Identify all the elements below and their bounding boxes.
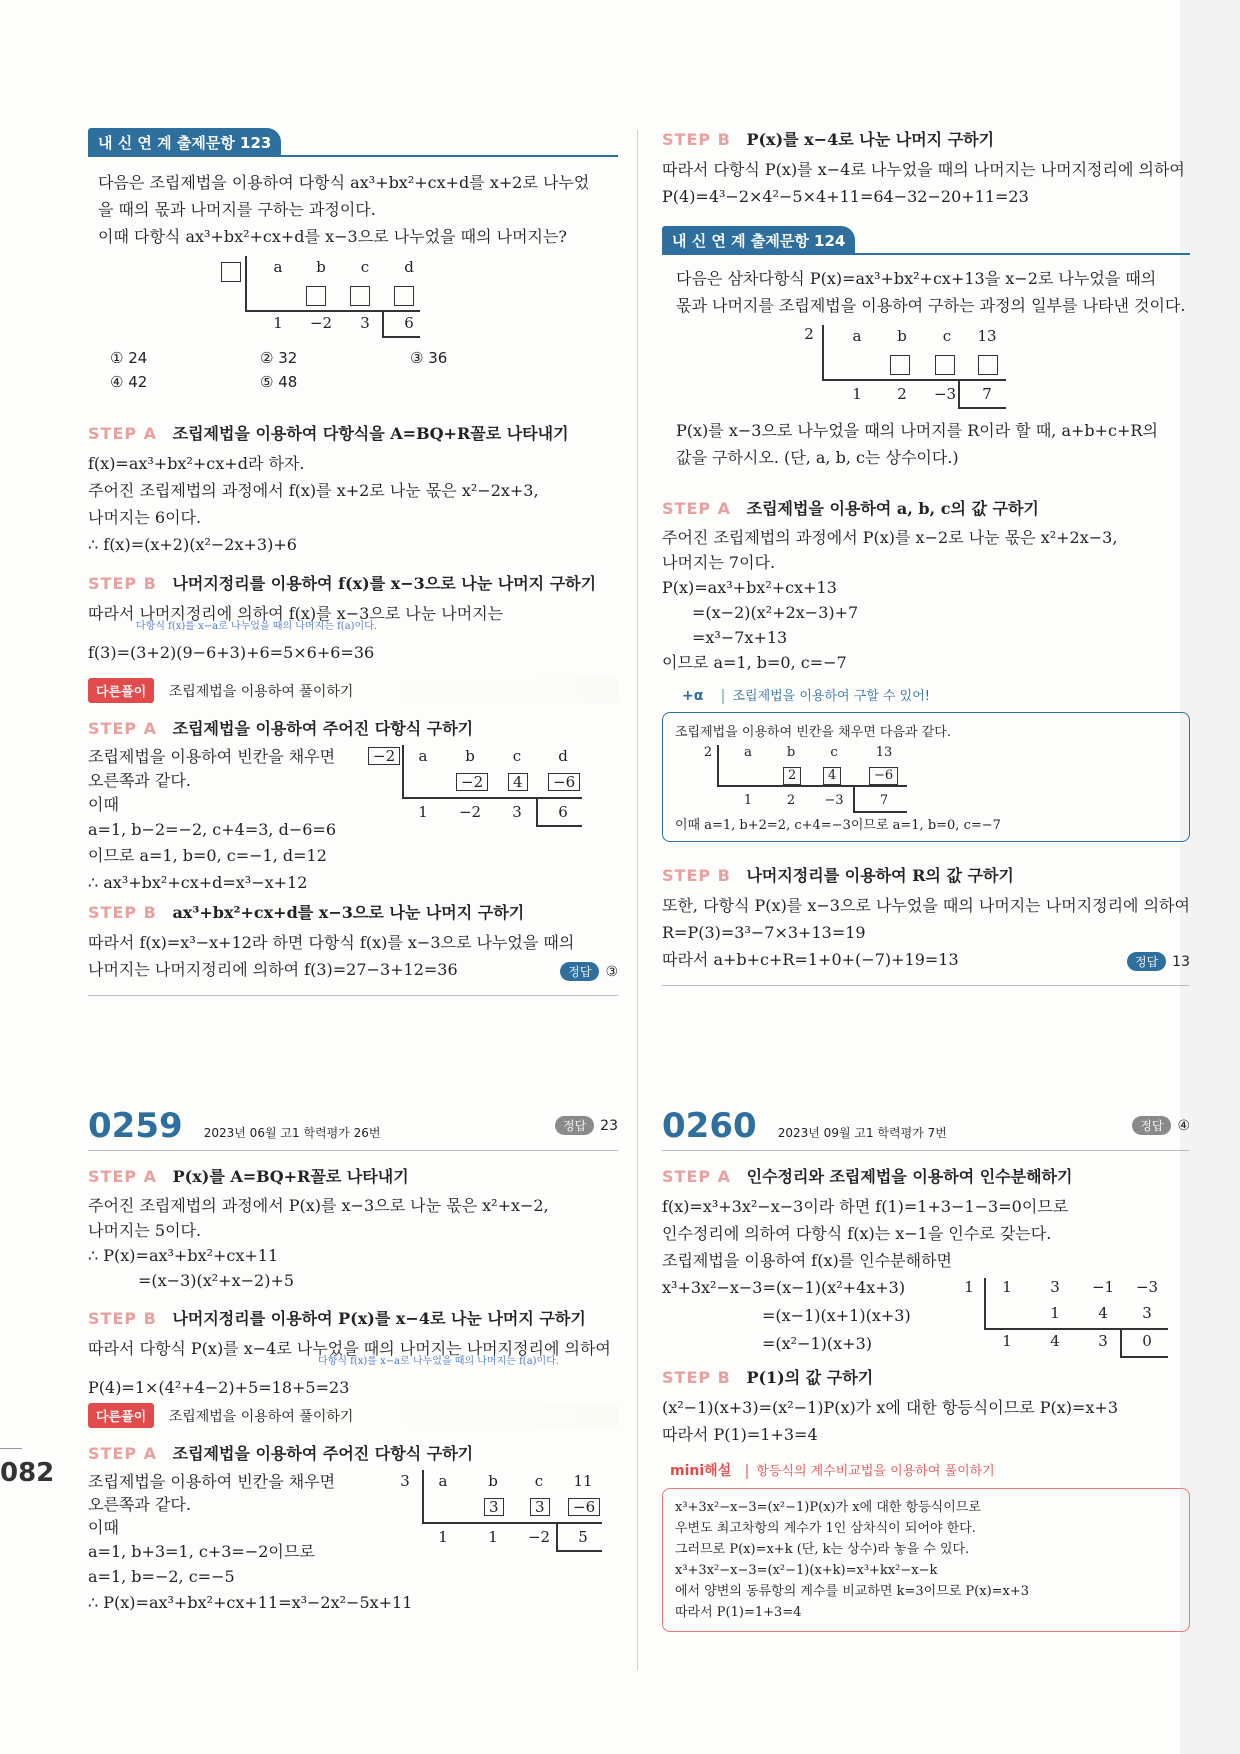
alt-step-a-heading bbox=[88, 1442, 618, 1466]
solution-line: a=1, b+3=1, c+3=−2이므로 bbox=[88, 1542, 315, 1561]
column-divider bbox=[637, 130, 638, 1670]
alt-title: 조립제법을 이용하여 풀이하기 bbox=[168, 1409, 354, 1425]
syn-cell: c bbox=[534, 1472, 544, 1490]
syn-cell: a bbox=[418, 747, 428, 765]
solution-line: =(x−2)(x²+2x−3)+7 bbox=[692, 603, 859, 622]
blank-box bbox=[890, 355, 910, 375]
blank-box bbox=[306, 286, 326, 306]
solution-line: 오른쪽과 같다. bbox=[88, 1495, 191, 1514]
alt-step-a-heading bbox=[88, 717, 618, 741]
solution-line: 따라서 f(x)=x³−x+12라 하면 다항식 f(x)를 x−3으로 나누었을 때의 bbox=[88, 933, 575, 952]
syn-cell: −2 bbox=[456, 773, 488, 791]
syn-cell: d bbox=[404, 258, 414, 276]
solution-line: 따라서 다항식 P(x)를 x−4로 나누었을 때의 나머지는 나머지정리에 의하여 bbox=[88, 1339, 611, 1358]
syn-cell: −2 bbox=[309, 314, 333, 332]
syn-cell: 11 bbox=[573, 1472, 593, 1490]
step-b-heading bbox=[662, 1366, 1190, 1390]
solution-line: P(x)=ax³+bx²+cx+13 bbox=[662, 578, 837, 597]
syn-cell: a bbox=[744, 745, 752, 760]
solution-line: 따라서 나머지정리에 의하여 f(x)를 x−3으로 나눈 나머지는 bbox=[88, 604, 504, 623]
syn-cell: −6 bbox=[548, 773, 580, 791]
mini-line: 에서 양변의 동류항의 계수를 비교하면 k=3이므로 P(x)=x+3 bbox=[675, 1584, 1030, 1599]
solution-line: =(x−3)(x²+x−2)+5 bbox=[138, 1271, 295, 1290]
alt-solution-heading bbox=[88, 1403, 618, 1428]
choice: ② 32 bbox=[260, 349, 298, 367]
page-number: 082 bbox=[0, 1458, 55, 1488]
alt-step-b-heading bbox=[88, 901, 618, 925]
alt-title: 조립제법을 이용하여 풀이하기 bbox=[168, 684, 354, 700]
problem-123-body bbox=[88, 169, 618, 250]
section-rule bbox=[88, 1150, 618, 1151]
step-label: STEP A bbox=[662, 499, 732, 518]
syn-hline bbox=[1120, 1356, 1168, 1358]
syn-hline bbox=[717, 785, 907, 787]
syn-hline bbox=[958, 407, 1006, 409]
problem-0259-header bbox=[88, 1106, 618, 1150]
syn-cell: 2 bbox=[783, 767, 801, 785]
syn-divisor: 2 bbox=[804, 325, 814, 343]
syn-cell: 1 bbox=[852, 385, 862, 403]
solution-line: 주어진 조립제법의 과정에서 f(x)를 x+2로 나눈 몫은 x²−2x+3, bbox=[88, 481, 539, 500]
syn-vline bbox=[536, 799, 538, 825]
syn-cell: 13 bbox=[977, 327, 997, 345]
solution-line: 이므로 a=1, b=0, c=−1, d=12 bbox=[88, 846, 327, 865]
step-label: STEP A bbox=[662, 1167, 732, 1186]
syn-cell: 1 bbox=[438, 1528, 448, 1546]
solution-line: ∴ f(x)=(x+2)(x²−2x+3)+6 bbox=[88, 535, 297, 554]
solution-line: =(x²−1)(x+3) bbox=[762, 1334, 873, 1353]
choice: ⑤ 48 bbox=[260, 373, 298, 391]
syn-cell: 4 bbox=[823, 767, 841, 785]
solution-line: R=P(3)=3³−7×3+13=19 bbox=[662, 923, 866, 942]
solution-line: f(x)=x³+3x²−x−3이라 하면 f(1)=1+3−1−3=0이므로 bbox=[662, 1197, 1069, 1216]
step-b-heading bbox=[662, 128, 1190, 152]
syn-hline bbox=[422, 1522, 602, 1524]
syn-cell: −2 bbox=[458, 803, 482, 821]
solution-line: P(4)=1×(4²+4−2)+5=18+5=23 bbox=[88, 1378, 350, 1397]
mini-line: 우변도 최고차항의 계수가 1인 삼차식이 되어야 한다. bbox=[675, 1521, 976, 1536]
syn-cell: 1 bbox=[1050, 1304, 1060, 1322]
blank-box bbox=[935, 355, 955, 375]
solution-line: 나머지는 5이다. bbox=[88, 1221, 202, 1240]
syn-cell: 6 bbox=[404, 314, 414, 332]
step-title: 조립제법을 이용하여 주어진 다항식 구하기 bbox=[172, 719, 474, 738]
problem-0259 bbox=[88, 1106, 618, 1620]
step-title: ax³+bx²+cx+d를 x−3으로 나눈 나머지 구하기 bbox=[172, 903, 525, 922]
solution-line: 따라서 a+b+c+R=1+0+(−7)+19=13 bbox=[662, 950, 959, 969]
synthetic-division-123 bbox=[88, 256, 618, 338]
step-label: STEP B bbox=[88, 574, 157, 593]
syn-cell: b bbox=[488, 1472, 498, 1490]
problem-line: 다음은 삼차다항식 P(x)=ax³+bx²+cx+13을 x−2로 나누었을 때의 bbox=[676, 269, 1157, 288]
syn-hline bbox=[822, 379, 1006, 381]
answer-0260 bbox=[1132, 1116, 1190, 1135]
step-label: STEP B bbox=[88, 1309, 157, 1328]
syn-cell: b bbox=[465, 747, 475, 765]
syn-cell: a bbox=[273, 258, 283, 276]
syn-cell: 7 bbox=[982, 385, 992, 403]
syn-hline bbox=[245, 310, 420, 312]
syn-cell: c bbox=[830, 745, 838, 760]
right-top-section bbox=[662, 128, 1190, 986]
step-label: STEP B bbox=[662, 1368, 731, 1387]
syn-cell: −6 bbox=[869, 767, 898, 785]
problem-source: 2023년 09월 고1 학력평가 7번 bbox=[777, 1126, 947, 1140]
solution-line: a=1, b=−2, c=−5 bbox=[88, 1567, 235, 1586]
alt-step-a-text bbox=[88, 745, 348, 897]
problem-number: 0259 bbox=[88, 1106, 183, 1146]
problem-line: 몫과 나머지를 조립제법을 이용하여 구하는 과정의 일부를 나타낸 것이다. bbox=[676, 296, 1186, 315]
answer-value: ③ bbox=[605, 964, 618, 980]
solution-line: 인수정리에 의하여 다항식 f(x)는 x−1을 인수로 갖는다. bbox=[662, 1224, 1052, 1243]
solution-line: 주어진 조립제법의 과정에서 P(x)를 x−3으로 나눈 몫은 x²+x−2, bbox=[88, 1196, 549, 1215]
syn-cell: 1 bbox=[488, 1528, 498, 1546]
left-top-section bbox=[88, 128, 618, 996]
blank-box bbox=[221, 262, 241, 282]
solution-line: =x³−7x+13 bbox=[692, 628, 788, 647]
mini-line: x³+3x²−x−3=(x²−1)(x+k)=x³+kx²−x−k bbox=[675, 1563, 938, 1578]
step-label: STEP A bbox=[88, 424, 158, 443]
step-title: P(x)를 x−4로 나눈 나머지 구하기 bbox=[746, 130, 995, 149]
blank-box bbox=[350, 286, 370, 306]
syn-cell: 3 bbox=[530, 1498, 550, 1516]
step-label: STEP A bbox=[88, 1444, 158, 1463]
syn-vline bbox=[958, 381, 960, 407]
syn-cell: 0 bbox=[1142, 1332, 1152, 1350]
problem-line: 을 때의 몫과 나머지를 구하는 과정이다. bbox=[98, 200, 376, 219]
syn-cell: b bbox=[316, 258, 326, 276]
step-title: P(1)의 값 구하기 bbox=[746, 1368, 874, 1387]
syn-cell: c bbox=[942, 327, 952, 345]
step-b-heading bbox=[88, 1307, 618, 1331]
syn-divisor: 2 bbox=[703, 745, 713, 760]
alt-step-b-body bbox=[88, 929, 618, 983]
solution-line: f(3)=(3+2)(9−6+3)+6=5×6+6=36 bbox=[88, 643, 375, 662]
tip-synthetic-division bbox=[693, 745, 953, 815]
syn-cell: c bbox=[360, 258, 370, 276]
step-b-heading bbox=[662, 864, 1190, 888]
alt-synthetic-division bbox=[398, 1470, 618, 1560]
synthetic-division-124 bbox=[662, 325, 1190, 409]
answer-badge: 정답 bbox=[1127, 952, 1166, 971]
syn-cell: 1 bbox=[743, 793, 753, 808]
alpha-icon: +α bbox=[682, 688, 704, 704]
syn-cell: −6 bbox=[568, 1498, 600, 1516]
solution-line: 나머지는 6이다. bbox=[88, 508, 202, 527]
syn-cell: d bbox=[558, 747, 568, 765]
tip-heading bbox=[662, 685, 1190, 704]
solution-line: ∴ ax³+bx²+cx+d=x³−x+12 bbox=[88, 873, 308, 892]
solution-line: 또한, 다항식 P(x)를 x−3으로 나누었을 때의 나머지는 나머지정리에 의하여 bbox=[662, 896, 1190, 915]
problem-0260-header bbox=[662, 1106, 1190, 1150]
answer-value: ④ bbox=[1177, 1118, 1190, 1134]
alt-badge: 다른풀이 bbox=[88, 678, 154, 703]
syn-cell: 2 bbox=[897, 385, 907, 403]
syn-vline bbox=[402, 745, 404, 797]
mini-explanation-box bbox=[662, 1488, 1190, 1632]
step-b-body bbox=[662, 892, 1190, 973]
solution-line: 오른쪽과 같다. bbox=[88, 771, 191, 790]
syn-cell: −3 bbox=[933, 385, 957, 403]
mini-label: mini해설 bbox=[670, 1463, 732, 1479]
step-label: STEP A bbox=[88, 719, 158, 738]
solution-line: 이때 bbox=[88, 795, 119, 814]
syn-cell: 5 bbox=[578, 1528, 588, 1546]
problem-line: 값을 구하시오. (단, a, b, c는 상수이다.) bbox=[676, 448, 959, 467]
step-title: 나머지정리를 이용하여 P(x)를 x−4로 나눈 나머지 구하기 bbox=[172, 1309, 586, 1328]
solution-line: ∴ P(x)=ax³+bx²+cx+11 bbox=[88, 1246, 279, 1265]
solution-line: x³+3x²−x−3=(x−1)(x²+4x+3) bbox=[662, 1278, 906, 1297]
step-label: STEP B bbox=[88, 903, 157, 922]
syn-cell: 6 bbox=[558, 803, 568, 821]
problem-line: 이때 다항식 ax³+bx²+cx+d를 x−3으로 나누었을 때의 나머지는? bbox=[98, 227, 568, 246]
tip-box bbox=[662, 712, 1190, 842]
solution-line: 조립제법을 이용하여 빈칸을 채우면 bbox=[88, 1472, 336, 1491]
answer-0259 bbox=[555, 1116, 618, 1135]
solution-line: 나머지는 나머지정리에 의하여 f(3)=27−3+12=36 bbox=[88, 960, 458, 979]
syn-cell: 4 bbox=[1050, 1332, 1060, 1350]
syn-vline bbox=[556, 1524, 558, 1550]
problem-line: 다음은 조립제법을 이용하여 다항식 ax³+bx²+cx+d를 x+2로 나누었 bbox=[98, 173, 590, 192]
syn-hline bbox=[984, 1328, 1168, 1330]
step-title: 인수정리와 조립제법을 이용하여 인수분해하기 bbox=[746, 1167, 1073, 1186]
problem-124-tag: 내 신 연 계 출제문항 124 bbox=[662, 226, 855, 255]
syn-cell: b bbox=[897, 327, 907, 345]
syn-cell: 1 bbox=[418, 803, 428, 821]
answer-124 bbox=[1127, 952, 1190, 971]
syn-cell: a bbox=[852, 327, 862, 345]
problem-number: 0260 bbox=[662, 1106, 757, 1146]
alt-step-a-body bbox=[88, 745, 618, 895]
solution-line: a=1, b−2=−2, c+4=3, d−6=6 bbox=[88, 820, 337, 839]
answer-badge: 정답 bbox=[555, 1116, 594, 1135]
syn-cell: 3 bbox=[360, 314, 370, 332]
syn-cell: 2 bbox=[786, 793, 796, 808]
alt-badge: 다른풀이 bbox=[88, 1403, 154, 1428]
syn-hline bbox=[382, 336, 420, 338]
step-title: 나머지정리를 이용하여 f(x)를 x−3으로 나눈 나머지 구하기 bbox=[172, 574, 597, 593]
step-label: STEP A bbox=[88, 1167, 158, 1186]
problem-124-header bbox=[662, 226, 1190, 255]
problem-124-question bbox=[662, 417, 1190, 471]
choices bbox=[110, 346, 618, 400]
problem-0260 bbox=[662, 1106, 1190, 1632]
syn-hline bbox=[402, 797, 582, 799]
factor-lines bbox=[662, 1274, 911, 1358]
choice: ① 24 bbox=[110, 349, 148, 367]
theorem-note: 다항식 f(x)를 x−a로 나누었을 때의 나머지는 f(a)이다. bbox=[136, 621, 378, 632]
solution-line: 조립제법을 이용하여 빈칸을 채우면 bbox=[88, 747, 336, 766]
syn-cell: 1 bbox=[273, 314, 283, 332]
syn-cell: 1 bbox=[1002, 1332, 1012, 1350]
section-rule bbox=[662, 1150, 1190, 1151]
solution-line: 따라서 P(1)=1+3=4 bbox=[662, 1425, 818, 1444]
syn-hline bbox=[556, 1550, 602, 1552]
step-title: 조립제법을 이용하여 주어진 다항식 구하기 bbox=[172, 1444, 474, 1463]
syn-cell: −2 bbox=[527, 1528, 551, 1546]
section-rule bbox=[662, 985, 1190, 986]
alt-solution-heading bbox=[88, 678, 618, 703]
answer-value: 13 bbox=[1172, 954, 1190, 970]
step-label: STEP B bbox=[662, 866, 731, 885]
problem-123-header bbox=[88, 128, 618, 157]
step-title: 조립제법을 이용하여 다항식을 A=BQ+R꼴로 나타내기 bbox=[172, 424, 569, 443]
syn-cell: 7 bbox=[879, 793, 889, 808]
solution-line: P(4)=4³−2×4²−5×4+11=64−32−20+11=23 bbox=[662, 187, 1029, 206]
syn-vline bbox=[245, 256, 247, 310]
step-title: 나머지정리를 이용하여 R의 값 구하기 bbox=[746, 866, 1014, 885]
problem-source: 2023년 06월 고1 학력평가 26번 bbox=[203, 1126, 381, 1140]
alt-synthetic-division bbox=[368, 745, 618, 835]
solution-line: 조립제법을 이용하여 f(x)를 인수분해하면 bbox=[662, 1251, 952, 1270]
syn-vline bbox=[1120, 1330, 1122, 1356]
tip-title: 조립제법을 이용하여 구할 수 있어! bbox=[722, 689, 930, 704]
syn-cell: −3 bbox=[1135, 1278, 1159, 1296]
syn-vline bbox=[853, 787, 855, 811]
mini-heading bbox=[662, 1460, 1190, 1480]
mini-line: 따라서 P(1)=1+3=4 bbox=[675, 1605, 802, 1620]
solution-line: 따라서 다항식 P(x)를 x−4로 나누었을 때의 나머지는 나머지정리에 의하여 bbox=[662, 160, 1185, 179]
answer-badge: 정답 bbox=[560, 962, 599, 981]
solution-line: f(x)=ax³+bx²+cx+d라 하자. bbox=[88, 454, 305, 473]
syn-cell: b bbox=[786, 745, 796, 760]
choice: ④ 42 bbox=[110, 373, 148, 391]
solution-line: ∴ P(x)=ax³+bx²+cx+11=x³−2x²−5x+11 bbox=[88, 1593, 413, 1612]
page-number-rule bbox=[0, 1448, 22, 1449]
syn-vline bbox=[717, 745, 719, 785]
step-b-heading bbox=[88, 572, 618, 596]
step-title: P(x)를 A=BQ+R꼴로 나타내기 bbox=[172, 1167, 409, 1186]
step-title: 조립제법을 이용하여 a, b, c의 값 구하기 bbox=[746, 499, 1039, 518]
step-label: STEP B bbox=[662, 130, 731, 149]
solution-line: (x²−1)(x+3)=(x²−1)P(x)가 x에 대한 항등식이므로 P(x)=x+3 bbox=[662, 1398, 1119, 1417]
syn-cell: c bbox=[512, 747, 522, 765]
syn-vline bbox=[822, 325, 824, 379]
section-rule bbox=[88, 995, 618, 996]
problem-line: P(x)를 x−3으로 나누었을 때의 나머지를 R이라 할 때, a+b+c+R의 bbox=[676, 421, 1158, 440]
syn-vline bbox=[984, 1278, 986, 1328]
syn-vline bbox=[382, 312, 384, 336]
solution-line: 이때 bbox=[88, 1518, 119, 1537]
syn-cell: 4 bbox=[508, 773, 528, 791]
choice: ③ 36 bbox=[410, 349, 448, 367]
synthetic-division-0260 bbox=[962, 1278, 1182, 1358]
problem-124-body bbox=[662, 265, 1190, 319]
syn-cell: a bbox=[438, 1472, 448, 1490]
blank-box bbox=[394, 286, 414, 306]
blank-box bbox=[978, 355, 998, 375]
step-a-heading bbox=[662, 1165, 1190, 1189]
syn-cell: 3 bbox=[512, 803, 522, 821]
step-a-heading bbox=[662, 497, 1190, 521]
syn-divisor: 3 bbox=[400, 1472, 410, 1490]
step-a-heading bbox=[88, 1165, 618, 1189]
answer-badge: 정답 bbox=[1132, 1116, 1171, 1135]
solution-line: 이므로 a=1, b=0, c=−7 bbox=[662, 653, 847, 672]
syn-vline bbox=[422, 1470, 424, 1522]
syn-cell: 3 bbox=[484, 1498, 504, 1516]
syn-hline bbox=[536, 825, 582, 827]
answer-123 bbox=[560, 962, 618, 981]
solution-line: 주어진 조립제법의 과정에서 P(x)를 x−2로 나눈 몫은 x²+2x−3, bbox=[662, 528, 1118, 547]
theorem-note: 다항식 f(x)를 x−a로 나누었을 때의 나머지는 f(a)이다. bbox=[318, 1356, 560, 1367]
alt-step-a-body bbox=[88, 1470, 618, 1620]
syn-divisor: 1 bbox=[964, 1278, 974, 1296]
solution-line: =(x−1)(x+1)(x+3) bbox=[762, 1306, 911, 1325]
step-a-heading bbox=[88, 422, 618, 446]
syn-cell: −3 bbox=[824, 793, 844, 808]
mini-title: 항등식의 계수비교법을 이용하여 풀이하기 bbox=[746, 1464, 994, 1479]
tip-line: 이때 a=1, b+2=2, c+4=−3이므로 a=1, b=0, c=−7 bbox=[675, 818, 1001, 833]
mini-line: 그러므로 P(x)=x+k (단, k는 상수)라 놓을 수 있다. bbox=[675, 1542, 970, 1557]
tip-line: 조립제법을 이용하여 빈칸을 채우면 다음과 같다. bbox=[675, 725, 951, 740]
problem-123-tag: 내 신 연 계 출제문항 123 bbox=[88, 128, 281, 157]
syn-cell: 1 bbox=[1002, 1278, 1012, 1296]
syn-hline bbox=[853, 811, 907, 813]
factor-block bbox=[662, 1274, 1190, 1358]
syn-cell: 3 bbox=[1142, 1304, 1152, 1322]
answer-value: 23 bbox=[600, 1118, 618, 1134]
syn-cell: 4 bbox=[1098, 1304, 1108, 1322]
syn-cell: 3 bbox=[1098, 1332, 1108, 1350]
solution-line: 나머지는 7이다. bbox=[662, 553, 776, 572]
syn-divisor: −2 bbox=[368, 747, 400, 765]
syn-cell: 13 bbox=[875, 745, 893, 760]
syn-cell: 3 bbox=[1050, 1278, 1060, 1296]
syn-cell: −1 bbox=[1091, 1278, 1115, 1296]
mini-line: x³+3x²−x−3=(x²−1)P(x)가 x에 대한 항등식이므로 bbox=[675, 1500, 981, 1515]
